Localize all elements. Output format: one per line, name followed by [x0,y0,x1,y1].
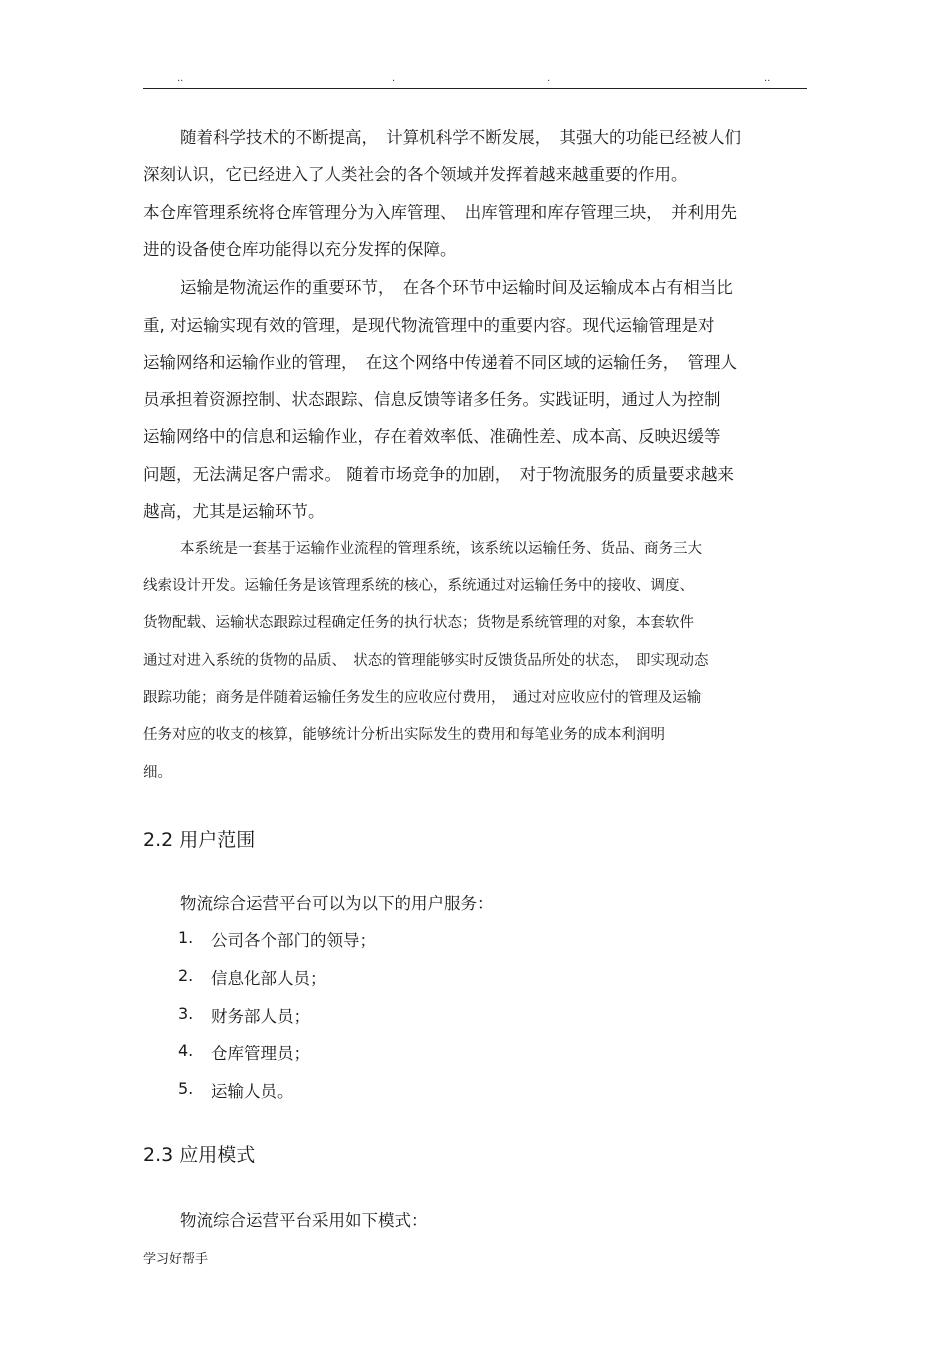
para2-line: 问题，无法满足客户需求。 随着市场竞争的加剧， 对于物流服务的质量要求越来 [143,465,734,484]
para3-line: 货物配载、运输状态跟踪过程确定任务的执行状态；货物是系统管理的对象，本套软件 [143,615,694,631]
list-item-text: 公司各个部门的领导； [211,931,376,950]
section23-intro: 物流综合运营平台采用如下模式： [180,1211,428,1230]
para2-line: 越高，尤其是运输环节。 [143,502,325,521]
list-item-text: 仓库管理员； [211,1044,310,1063]
para2-line: 运输网络和运输作业的管理， 在这个网络中传递着不同区域的运输任务， 管理人 [143,353,737,372]
para3-line: 任务对应的收支的核算，能够统计分析出实际发生的费用和每笔业务的成本利润明 [143,727,665,743]
header-mark: .. [177,73,184,84]
section22-intro: 物流综合运营平台可以为以下的用户服务： [180,894,494,913]
para2-line: 重, 对运输实现有效的管理，是现代物流管理中的重要内容。现代运输管理是对 [143,316,715,335]
header-mark: . [392,73,396,84]
para1-line: 随着科学技术的不断提高， 计算机科学不断发展， 其强大的功能已经被人们 [180,128,741,147]
list-item-number: 4. [178,1041,194,1060]
list-item-number: 1. [178,928,194,947]
list-item-number: 5. [178,1079,194,1098]
para2-line: 运输是物流运作的重要环节， 在各个环节中运输时间及运输成本占有相当比 [180,278,733,297]
list-item-text: 信息化部人员； [211,969,327,988]
section-heading-user-scope: 2.2 用户范围 [143,829,256,851]
page-footer: 学习好帮手 [143,1252,209,1267]
para2-line: 员承担着资源控制、状态跟踪、信息反馈等诸多任务。实践证明，通过人为控制 [143,390,721,409]
para3-line: 跟踪功能；商务是伴随着运输任务发生的应收应付费用， 通过对应收应付的管理及运输 [143,690,702,706]
para2-line: 运输网络中的信息和运输作业，存在着效率低、准确性差、成本高、反映迟缓等 [143,427,721,446]
page-header [143,72,807,89]
para3-line: 线索设计开发。运输任务是该管理系统的核心，系统通过对运输任务中的接收、调度、 [143,578,694,594]
para1-line: 深刻认识，它已经进入了人类社会的各个领域并发挥着越来越重要的作用。 [143,165,688,184]
list-item-number: 2. [178,966,194,985]
list-item-text: 财务部人员； [211,1007,310,1026]
section-heading-application-mode: 2.3 应用模式 [143,1144,256,1166]
para1-line: 本仓库管理系统将仓库管理分为入库管理、 出库管理和库存管理三块， 并利用先 [143,203,737,222]
para3-line: 细。 [143,765,172,781]
header-mark: .. [764,73,771,84]
header-mark: . [547,73,551,84]
para3-line: 通过对进入系统的货物的品质、 状态的管理能够实时反馈货品所处的状态， 即实现动态 [143,653,709,669]
para3-line: 本系统是一套基于运输作业流程的管理系统，该系统以运输任务、货品、商务三大 [180,541,702,557]
para1-line: 进的设备使仓库功能得以充分发挥的保障。 [143,240,457,259]
list-item-number: 3. [178,1004,194,1023]
list-item-text: 运输人员。 [211,1082,294,1101]
